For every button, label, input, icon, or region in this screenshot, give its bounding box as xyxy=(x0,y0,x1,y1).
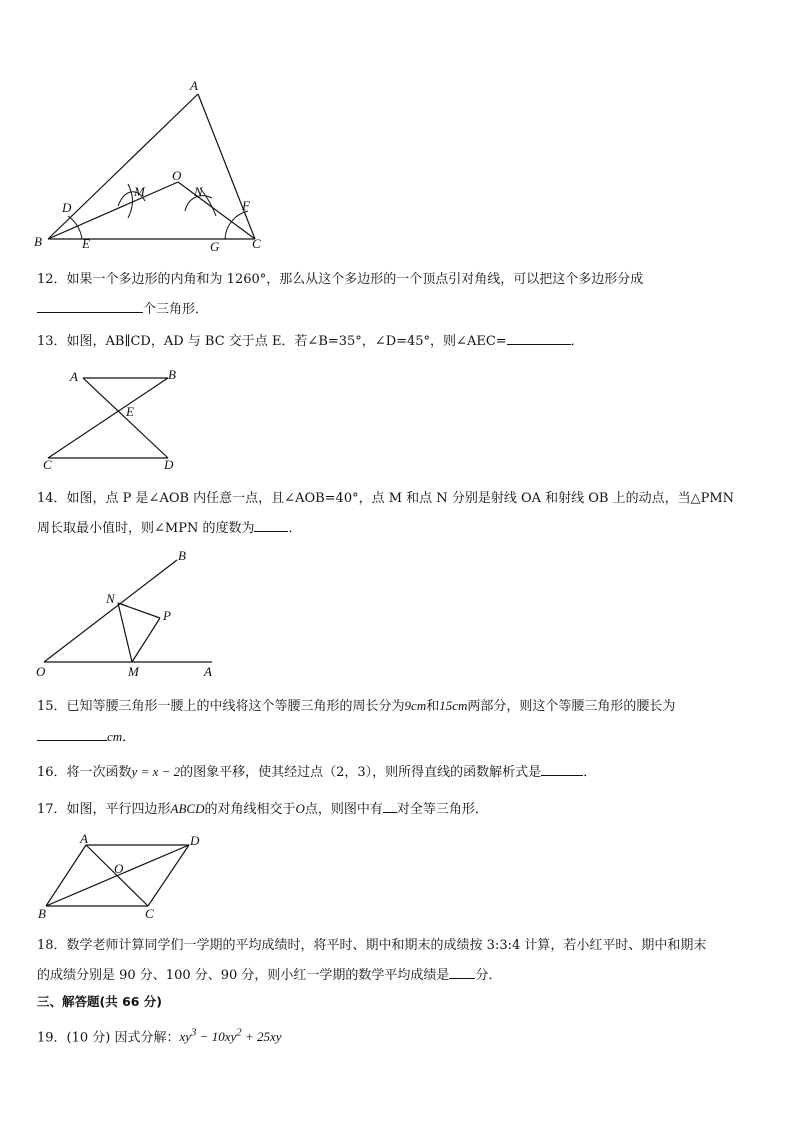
q16-middle: 的图象平移，使其经过点（2，3），则所得直线的函数解析式是 xyxy=(180,765,542,780)
q16-suffix: ． xyxy=(583,765,597,780)
q15-line1-b: 两部分，则这个等腰三角形的腰长为 xyxy=(467,699,676,714)
segment-np xyxy=(118,603,160,618)
label-c: C xyxy=(252,236,261,251)
q16-prefix: 16．将一次函数 xyxy=(37,765,132,780)
q18-line2-suffix: 分． xyxy=(475,968,502,983)
q17-answer-blank[interactable] xyxy=(383,800,397,813)
label-n: N xyxy=(106,591,115,606)
q16-answer-blank[interactable] xyxy=(541,763,583,776)
q15-mid: 和 xyxy=(426,699,440,714)
label-a: A xyxy=(190,78,198,93)
figure-q13 xyxy=(40,364,200,474)
parallel-lines-figure xyxy=(40,364,200,474)
q17-point: O xyxy=(295,801,305,816)
q12-line2-suffix: 个三角形． xyxy=(143,302,209,317)
q13-suffix: ． xyxy=(570,334,584,349)
q17-prefix: 17．如图，平行四边形 xyxy=(37,802,171,817)
question-13 xyxy=(37,332,584,351)
segment-pm xyxy=(132,618,160,662)
q12-line1: 12．如果一个多边形的内角和为 1260°，那么从这个多边形的一个顶点引对角线，可以把这个多边形分成 xyxy=(37,272,644,287)
label-a: A xyxy=(80,831,88,846)
label-m: M xyxy=(134,184,145,199)
label-b: B xyxy=(34,234,42,249)
label-c: C xyxy=(43,457,52,472)
segment-nm xyxy=(118,603,132,662)
q13-text: 13．如图，AB∥CD，AD 与 BC 交于点 E．若∠B=35°，∠D=45°，则∠AEC= xyxy=(37,334,507,349)
label-n: N xyxy=(194,184,203,199)
label-f: F xyxy=(242,198,250,213)
q13-answer-blank[interactable] xyxy=(507,332,571,345)
label-p: P xyxy=(163,608,171,623)
q18-line1: 18．数学老师计算同学们一学期的平均成绩时，将平时、期中和期末的成绩按 3:3:4 计算，若小红平时、期中和期末 xyxy=(37,938,707,953)
q19-op2: + 25 xyxy=(241,1029,270,1045)
q15-line1-a: 15．已知等腰三角形一腰上的中线将这个等腰三角形的周长分为 xyxy=(37,699,405,714)
question-16 xyxy=(37,763,596,782)
q16-formula: y = x − 2 xyxy=(131,764,181,779)
label-d: D xyxy=(164,457,174,472)
q19-expression xyxy=(180,1029,282,1044)
q17-name: ABCD xyxy=(170,801,205,816)
figure-q11 xyxy=(30,76,270,256)
q14-line1: 14．如图，点 P 是∠AOB 内任意一点，且∠AOB=40°，点 M 和点 N 分别是射线 OA 和射线 OB 上的动点，当△PMN xyxy=(37,491,735,506)
q17-suffix: 对全等三角形． xyxy=(396,802,488,817)
label-d: D xyxy=(62,200,72,215)
q15-unit-2: cm xyxy=(452,698,468,713)
q19-term3: xy xyxy=(270,1029,282,1045)
q18-line2-prefix: 的成绩分别是 90 分、100 分、90 分，则小红一学期的数学平均成绩是 xyxy=(37,968,450,983)
question-19 xyxy=(37,1024,282,1047)
label-g: G xyxy=(210,239,220,254)
q18-answer-blank[interactable] xyxy=(449,966,475,979)
label-o: O xyxy=(172,168,182,183)
q15-unit-3: cm xyxy=(107,729,123,744)
q19-op1: − 10 xyxy=(196,1029,225,1045)
question-18 xyxy=(37,937,706,955)
figure-q14 xyxy=(32,548,232,683)
label-d: D xyxy=(190,833,200,848)
label-a: A xyxy=(204,664,212,679)
q19-exp2: 2 xyxy=(236,1027,242,1039)
question-18-line2 xyxy=(37,966,501,985)
label-a: A xyxy=(70,369,78,384)
figure-q17 xyxy=(32,828,212,923)
label-e: E xyxy=(126,404,134,419)
label-c: C xyxy=(145,906,154,921)
question-15-line2 xyxy=(37,728,135,747)
label-o: O xyxy=(36,664,46,679)
question-14-line2 xyxy=(37,519,301,538)
label-b: B xyxy=(178,548,186,563)
q14-answer-blank[interactable] xyxy=(254,519,288,532)
q15-value-9: 9 xyxy=(404,698,412,713)
label-e: E xyxy=(82,236,90,251)
parallelogram-figure xyxy=(32,828,212,923)
triangle-abc-figure xyxy=(30,76,270,256)
ray-ob xyxy=(44,560,177,662)
q15-answer-blank[interactable] xyxy=(37,728,107,741)
question-17 xyxy=(37,800,488,819)
q12-answer-blank[interactable] xyxy=(37,300,143,313)
q17-middle: 的对角线相交于 xyxy=(204,802,296,817)
question-12-line2 xyxy=(37,300,208,319)
q14-line2-suffix: ． xyxy=(288,521,302,536)
q15-unit-1: cm xyxy=(411,698,427,713)
q19-prefix: 19．(10 分) 因式分解： xyxy=(37,1030,180,1046)
q19-term1: xy xyxy=(179,1029,192,1045)
label-o: O xyxy=(114,861,124,876)
q14-line2-prefix: 周长取最小值时，则∠MPN 的度数为 xyxy=(37,521,255,536)
label-b: B xyxy=(168,367,176,382)
question-14 xyxy=(37,490,734,508)
segment-bc xyxy=(48,378,168,458)
q15-line2-suffix: ． xyxy=(122,730,136,745)
angle-aob-figure xyxy=(32,548,232,683)
q15-value-15: 15 xyxy=(439,698,453,713)
question-12 xyxy=(37,271,643,289)
label-b: B xyxy=(38,906,46,921)
question-15 xyxy=(37,697,675,716)
arc-m-cross xyxy=(128,184,133,218)
section-title: 三、解答题(共 66 分) xyxy=(37,994,163,1009)
label-m: M xyxy=(128,664,139,679)
q19-exp1: 3 xyxy=(191,1027,197,1039)
q17-rest: 点，则图中有 xyxy=(304,802,383,817)
segment-ba xyxy=(48,94,198,239)
q19-term2: xy xyxy=(224,1029,237,1045)
